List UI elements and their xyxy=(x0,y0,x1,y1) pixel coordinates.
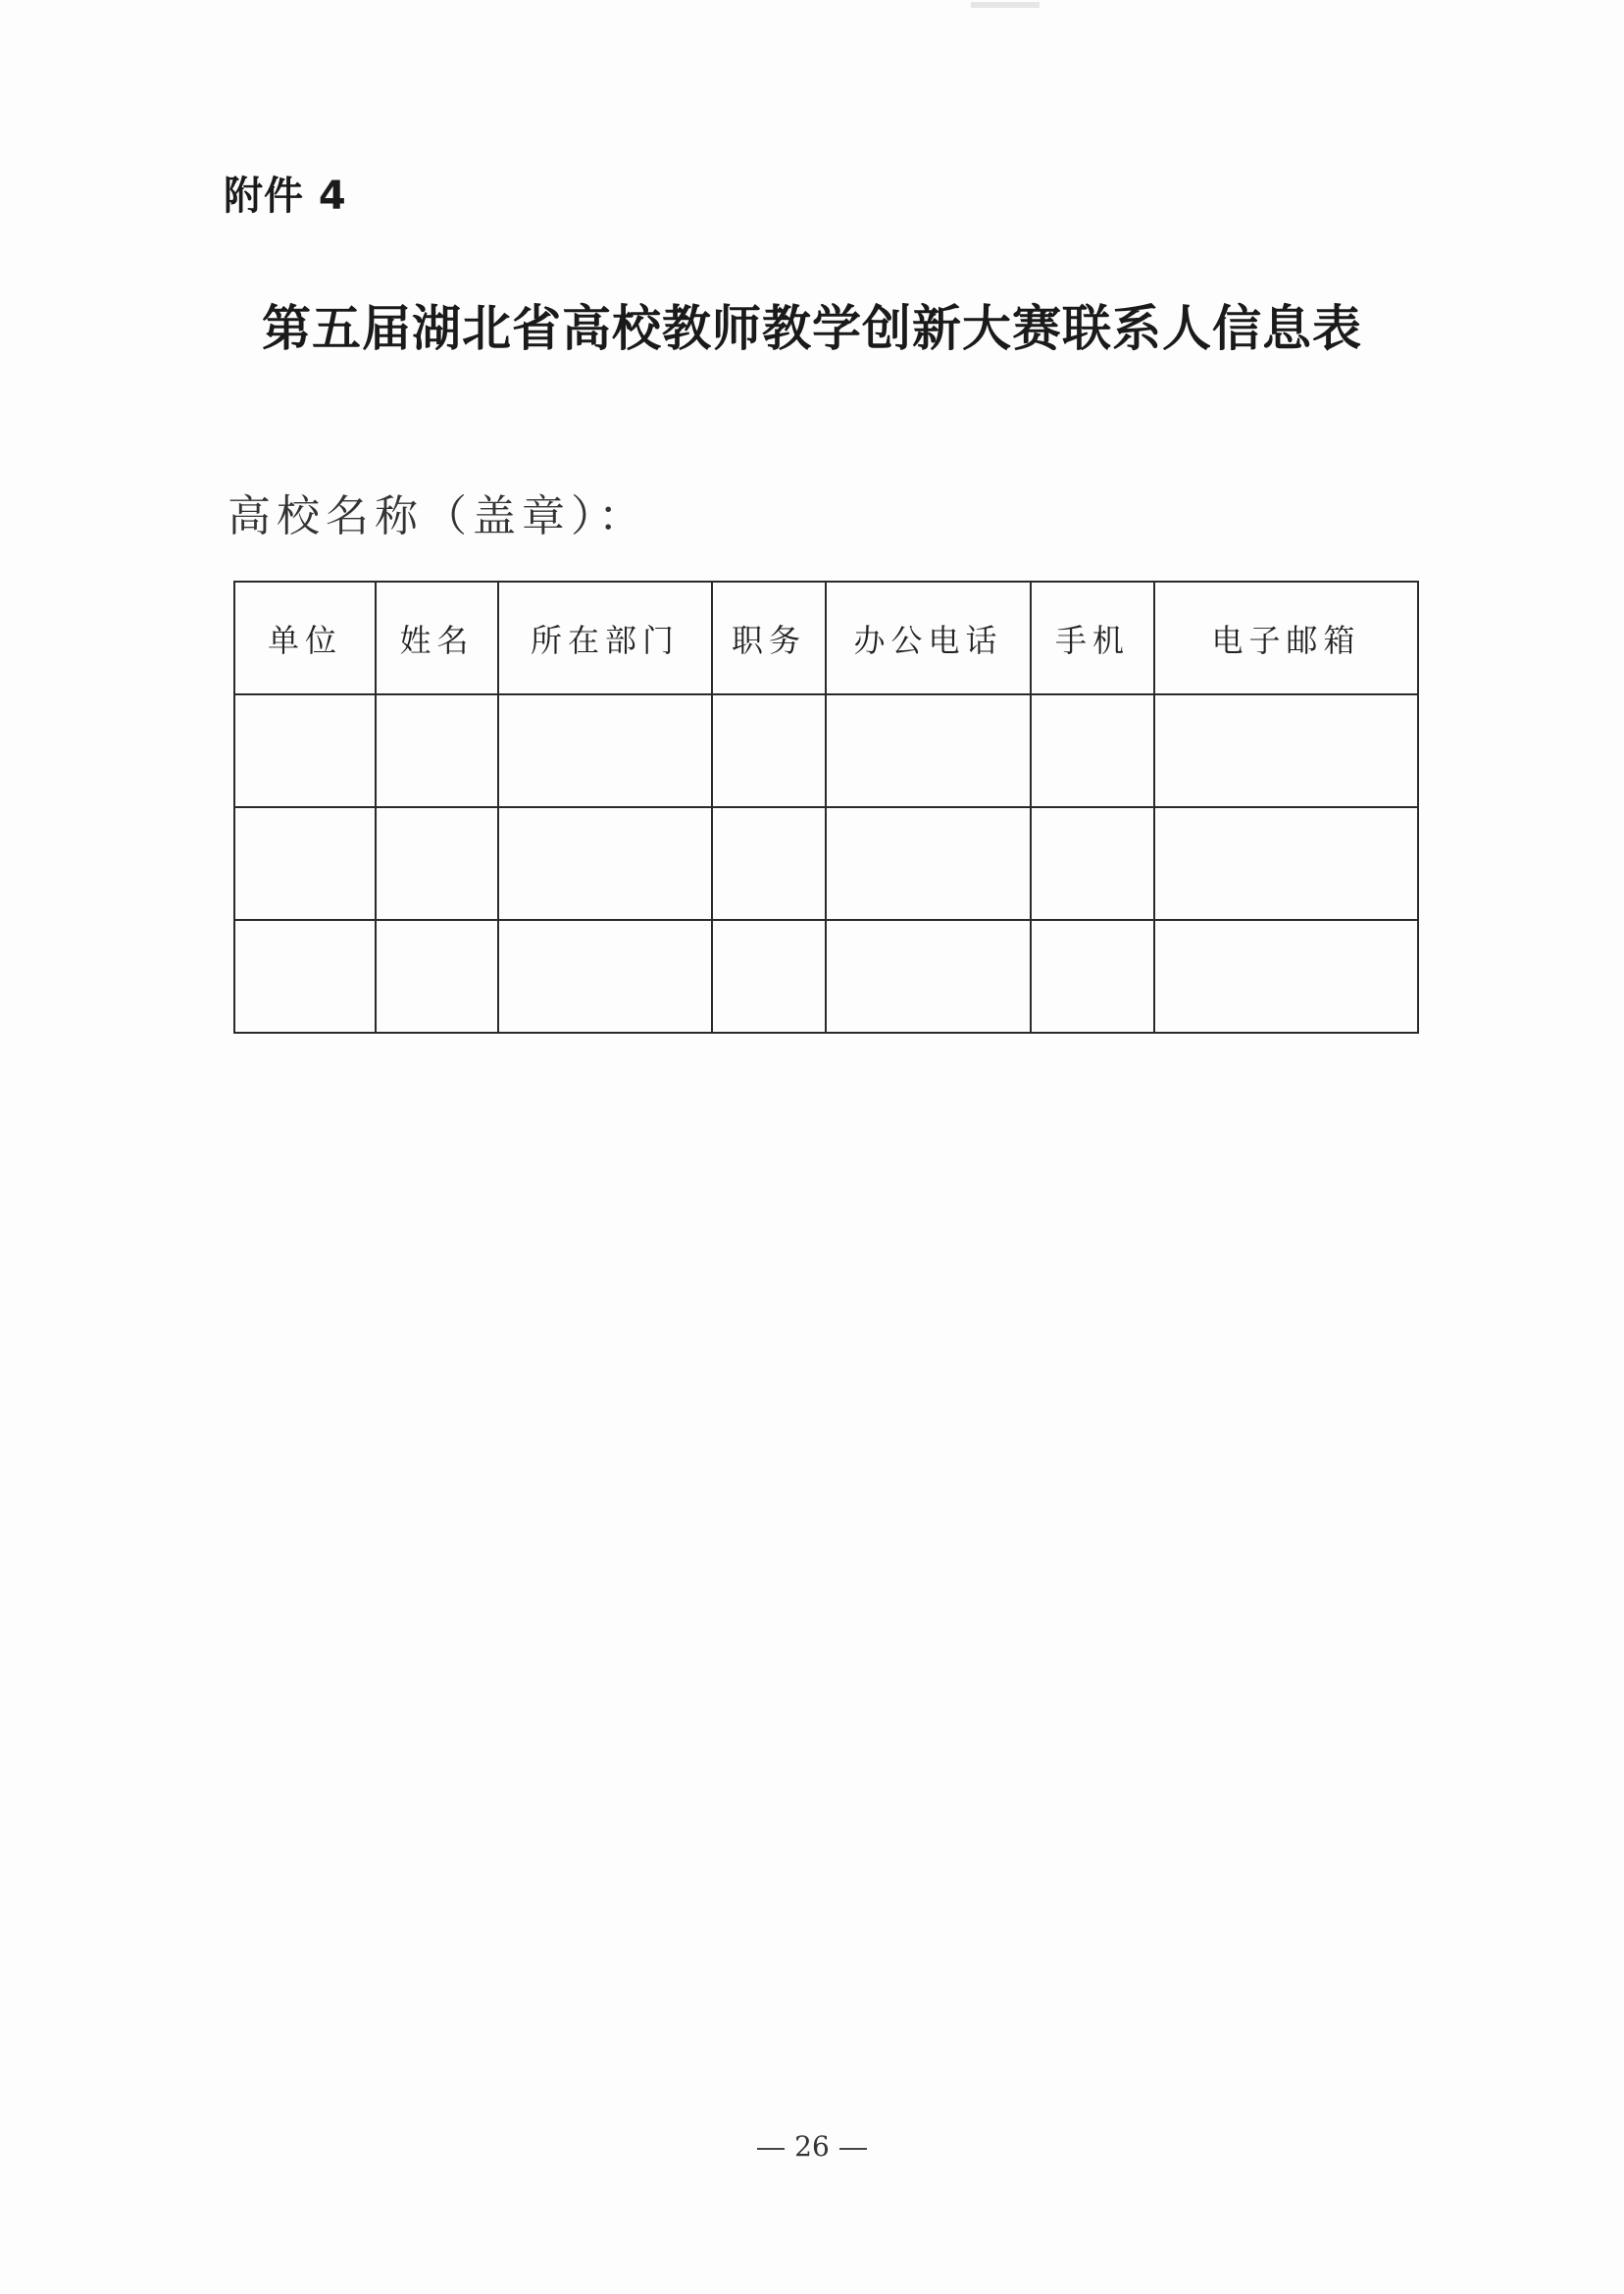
table-header-row xyxy=(234,582,1418,694)
table-cell[interactable] xyxy=(712,807,826,920)
header-mobile: 手机 xyxy=(1031,582,1154,694)
header-position: 职务 xyxy=(712,582,826,694)
contact-info-table xyxy=(233,581,1419,1034)
table-cell[interactable] xyxy=(1154,694,1418,807)
table-cell[interactable] xyxy=(826,694,1031,807)
table-cell[interactable] xyxy=(1154,920,1418,1033)
table-cell[interactable] xyxy=(826,920,1031,1033)
table-row xyxy=(234,920,1418,1033)
table-cell[interactable] xyxy=(826,807,1031,920)
dash-left xyxy=(757,2148,785,2150)
header-department: 所在部门 xyxy=(498,582,712,694)
school-name-label: 高校名称（盖章）： xyxy=(228,491,647,541)
page-title: 第五届湖北省高校教师教学创新大赛联系人信息表 xyxy=(262,300,1362,357)
table-cell[interactable] xyxy=(1031,694,1154,807)
header-name: 姓名 xyxy=(376,582,498,694)
page-number-footer xyxy=(0,2130,1624,2163)
table-cell[interactable] xyxy=(498,807,712,920)
table-cell[interactable] xyxy=(712,920,826,1033)
table-cell[interactable] xyxy=(1154,807,1418,920)
table-row xyxy=(234,807,1418,920)
header-office-phone: 办公电话 xyxy=(826,582,1031,694)
table-cell[interactable] xyxy=(376,694,498,807)
table-cell[interactable] xyxy=(376,807,498,920)
table-cell[interactable] xyxy=(1031,920,1154,1033)
table-cell[interactable] xyxy=(498,920,712,1033)
attachment-label: 附件 4 xyxy=(224,174,347,219)
dash-right xyxy=(839,2148,867,2150)
table-cell[interactable] xyxy=(1031,807,1154,920)
header-email: 电子邮箱 xyxy=(1154,582,1418,694)
page-number: 26 xyxy=(794,2130,830,2163)
table-row xyxy=(234,694,1418,807)
table-cell[interactable] xyxy=(234,807,376,920)
header-unit: 单位 xyxy=(234,582,376,694)
scan-artifact xyxy=(971,2,1040,8)
table-cell[interactable] xyxy=(498,694,712,807)
table-cell[interactable] xyxy=(234,920,376,1033)
table-cell[interactable] xyxy=(376,920,498,1033)
table-cell[interactable] xyxy=(234,694,376,807)
table-cell[interactable] xyxy=(712,694,826,807)
